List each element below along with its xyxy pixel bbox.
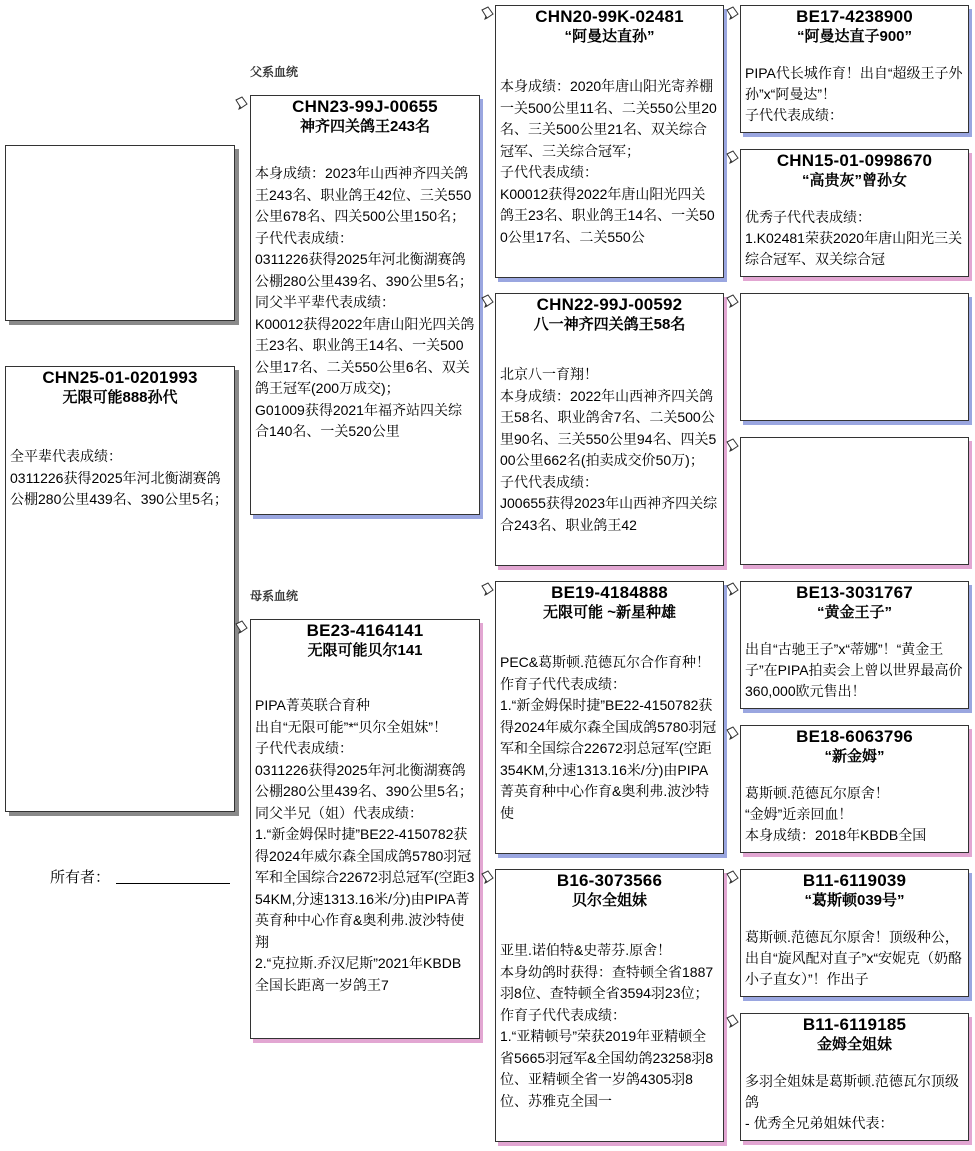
sire-dam-ring: CHN22-99J-00592 (536, 295, 683, 314)
dsd-name: “新金姆” (824, 748, 885, 765)
dds-card[interactable] (740, 869, 969, 997)
sire-card[interactable] (250, 95, 480, 515)
dam-sire-card[interactable] (495, 581, 724, 854)
edit-pencil-icon[interactable] (725, 582, 739, 596)
dam-sire-ring: BE19-4184888 (551, 583, 668, 602)
sss-ring: BE17-4238900 (796, 7, 913, 26)
edit-pencil-icon[interactable] (725, 870, 739, 884)
dsd-card[interactable] (740, 725, 969, 853)
dds-ring: B11-6119039 (802, 871, 907, 890)
dam-sire-desc: PEC&葛斯顿.范德瓦尔合作育种！ 作育子代代表成绩： 1.“新金姆保时捷”BE22-4150782获得2024年威尔森全国成鸽5780羽冠军和全国综合22672羽总冠军(空距354KM,分速1313.16米/分)由PIPA菁英育种中心作育&奥利弗.波沙特使 (500, 654, 717, 821)
ddd-ring: B11-6119185 (802, 1015, 907, 1034)
sss-card[interactable] (740, 5, 969, 133)
subject-desc: 全平辈代表成绩： 0311226获得2025年河北衡湖赛鸽公棚280公里439名、390公里5名； (10, 448, 228, 507)
edit-pencil-icon[interactable] (234, 96, 248, 110)
dam-line-label: 母系血统 (250, 589, 299, 603)
edit-pencil-icon[interactable] (480, 582, 494, 596)
edit-pencil-icon[interactable] (234, 620, 248, 634)
edit-pencil-icon[interactable] (725, 294, 739, 308)
subject-name: 无限可能888孙代 (62, 389, 178, 406)
dsd-ring: BE18-6063796 (796, 727, 913, 746)
edit-pencil-icon[interactable] (480, 294, 494, 308)
ssd-ring: CHN15-01-0998670 (776, 151, 933, 170)
dss-ring: BE13-3031767 (796, 583, 913, 602)
dam-dam-name: 贝尔全姐妹 (571, 892, 647, 909)
sire-line-label: 父系血统 (250, 65, 299, 79)
edit-pencil-icon[interactable] (725, 438, 739, 452)
sire-ring: CHN23-99J-00655 (292, 97, 438, 116)
sire-sire-name: “阿曼达直孙” (564, 28, 655, 45)
edit-pencil-icon[interactable] (725, 6, 739, 20)
sds-card-empty[interactable] (740, 293, 969, 421)
sss-name: “阿曼达直子900” (796, 28, 913, 45)
sire-dam-name: 八一神齐四关鸽王58名 (533, 316, 686, 333)
dsd-desc: 葛斯顿.范德瓦尔原舍！ “金姆”近亲回血！ 本身成绩：2018年KBDB全国 (745, 785, 927, 843)
pigeon-photo-placeholder (5, 145, 235, 321)
sire-dam-desc: 北京八一育翔！ 本身成绩：2022年山西神齐四关鸽王58名、职业鸽舍7名、二关500公里90名、三关550公里94名、四关500公里662名(拍卖成交价50万)； 子代代表成绩： J00655获得2023年山西神齐四关综合243名、职业鸽王42 (500, 366, 718, 533)
dam-name: 无限可能贝尔141 (307, 642, 423, 659)
owner-label: 所有者： (50, 869, 111, 886)
dam-card[interactable] (250, 619, 480, 1039)
edit-pencil-icon[interactable] (725, 1014, 739, 1028)
dam-desc: PIPA菁英联合育种 出自“无限可能”*“贝尔全姐妹”！ 子代代表成绩： 0311226获得2025年河北衡湖赛鸽公棚280公里439名、390公里5名； 同父半兄（姐）代表成绩： 1.“新金姆保时捷”BE22-4150782获得2024年威尔森全国成鸽5780羽冠军和全国综合22672羽总冠军(空距354KM,分速1313.16米/分)由PIPA菁英育种中心作育&奥利弗.波沙特使翔 2.“克拉斯.乔汉尼斯”2021年KBDB全国长距离一岁鸽王7 (255, 697, 475, 993)
dam-dam-desc: 亚里.诺伯特&史蒂芬.原舍！ 本身幼鸽时获得：查特顿全省1887羽8位、查特顿全省3594羽23位； 作育子代代表成绩： 1.“亚精顿号”荣获2019年亚精顿全省5665羽冠军&全国幼鸽23258羽8位、亚精顿全省一岁鸽4305羽8位、苏雅克全国一 (500, 942, 714, 1109)
dss-name: “黄金王子” (816, 604, 892, 621)
sire-sire-desc: 本身成绩：2020年唐山阳光寄养棚一关500公里11名、二关550公里20名、三关500公里21名、双关综合冠军、三关综合冠军； 子代代表成绩： K00012获得2022年唐山阳光四关鸽王23名、职业鸽王14名、一关500公里17名、二关550公 (500, 78, 717, 245)
subject-ring: CHN25-01-0201993 (42, 368, 198, 387)
edit-pencil-icon[interactable] (480, 870, 494, 884)
dss-desc: 出自“古驰王子”x“蒂娜”！“黄金王子”在PIPA拍卖会上曾以世界最高价360,000欧元售出！ (745, 641, 963, 699)
sire-desc: 本身成绩：2023年山西神齐四关鸽王243名、职业鸽王42位、三关550公里678名、四关500公里150名； 子代代表成绩： 0311226获得2025年河北衡湖赛鸽公棚280公里439名、390公里5名； 同父半平辈代表成绩： K00012获得2022年唐山阳光四关鸽王23名、职业鸽王14名、一关500公里17名、二关550公里6名、双关鸽王冠军(200万成交)； G01009获得2021年福齐站四关综合140名、一关520公里 (255, 165, 475, 439)
sire-name: 神齐四关鸽王243名 (299, 118, 431, 135)
ssd-card[interactable] (740, 149, 969, 277)
sire-sire-ring: CHN20-99K-02481 (535, 7, 684, 26)
subject-card[interactable] (5, 366, 235, 812)
dds-name: “葛斯顿039号” (804, 892, 905, 909)
sdd-card-empty[interactable] (740, 437, 969, 565)
dam-dam-ring: B16-3073566 (556, 871, 663, 890)
edit-pencil-icon[interactable] (725, 150, 739, 164)
ssd-name: “高贵灰”曾孙女 (801, 172, 907, 189)
ssd-desc: 优秀子代代表成绩： 1.K02481荣获2020年唐山阳光三关综合冠军、双关综合冠 (745, 209, 963, 267)
dss-card[interactable] (740, 581, 969, 709)
dds-desc: 葛斯顿.范德瓦尔原舍！顶级种公，出自“旋风配对直子”x“安妮克（奶酪小子直女）”！作出子 (745, 929, 962, 987)
owner-input-line[interactable] (116, 883, 230, 884)
sire-dam-card[interactable] (495, 293, 724, 566)
sire-sire-card[interactable] (495, 5, 724, 278)
dam-ring: BE23-4164141 (306, 621, 424, 640)
dam-sire-name: 无限可能 ~新星种雄 (543, 604, 676, 621)
dam-dam-card[interactable] (495, 869, 724, 1142)
ddd-desc: 多羽全姐妹是葛斯顿.范德瓦尔顶级鸽 - 优秀全兄弟姐妹代表： (745, 1073, 959, 1131)
sss-desc: PIPA代长城作育！出自“超级王子外孙”x“阿曼达”！ 子代代表成绩： (745, 65, 963, 123)
ddd-name: 金姆全姐妹 (816, 1036, 892, 1053)
ddd-card[interactable] (740, 1013, 969, 1141)
edit-pencil-icon[interactable] (480, 6, 494, 20)
edit-pencil-icon[interactable] (725, 726, 739, 740)
